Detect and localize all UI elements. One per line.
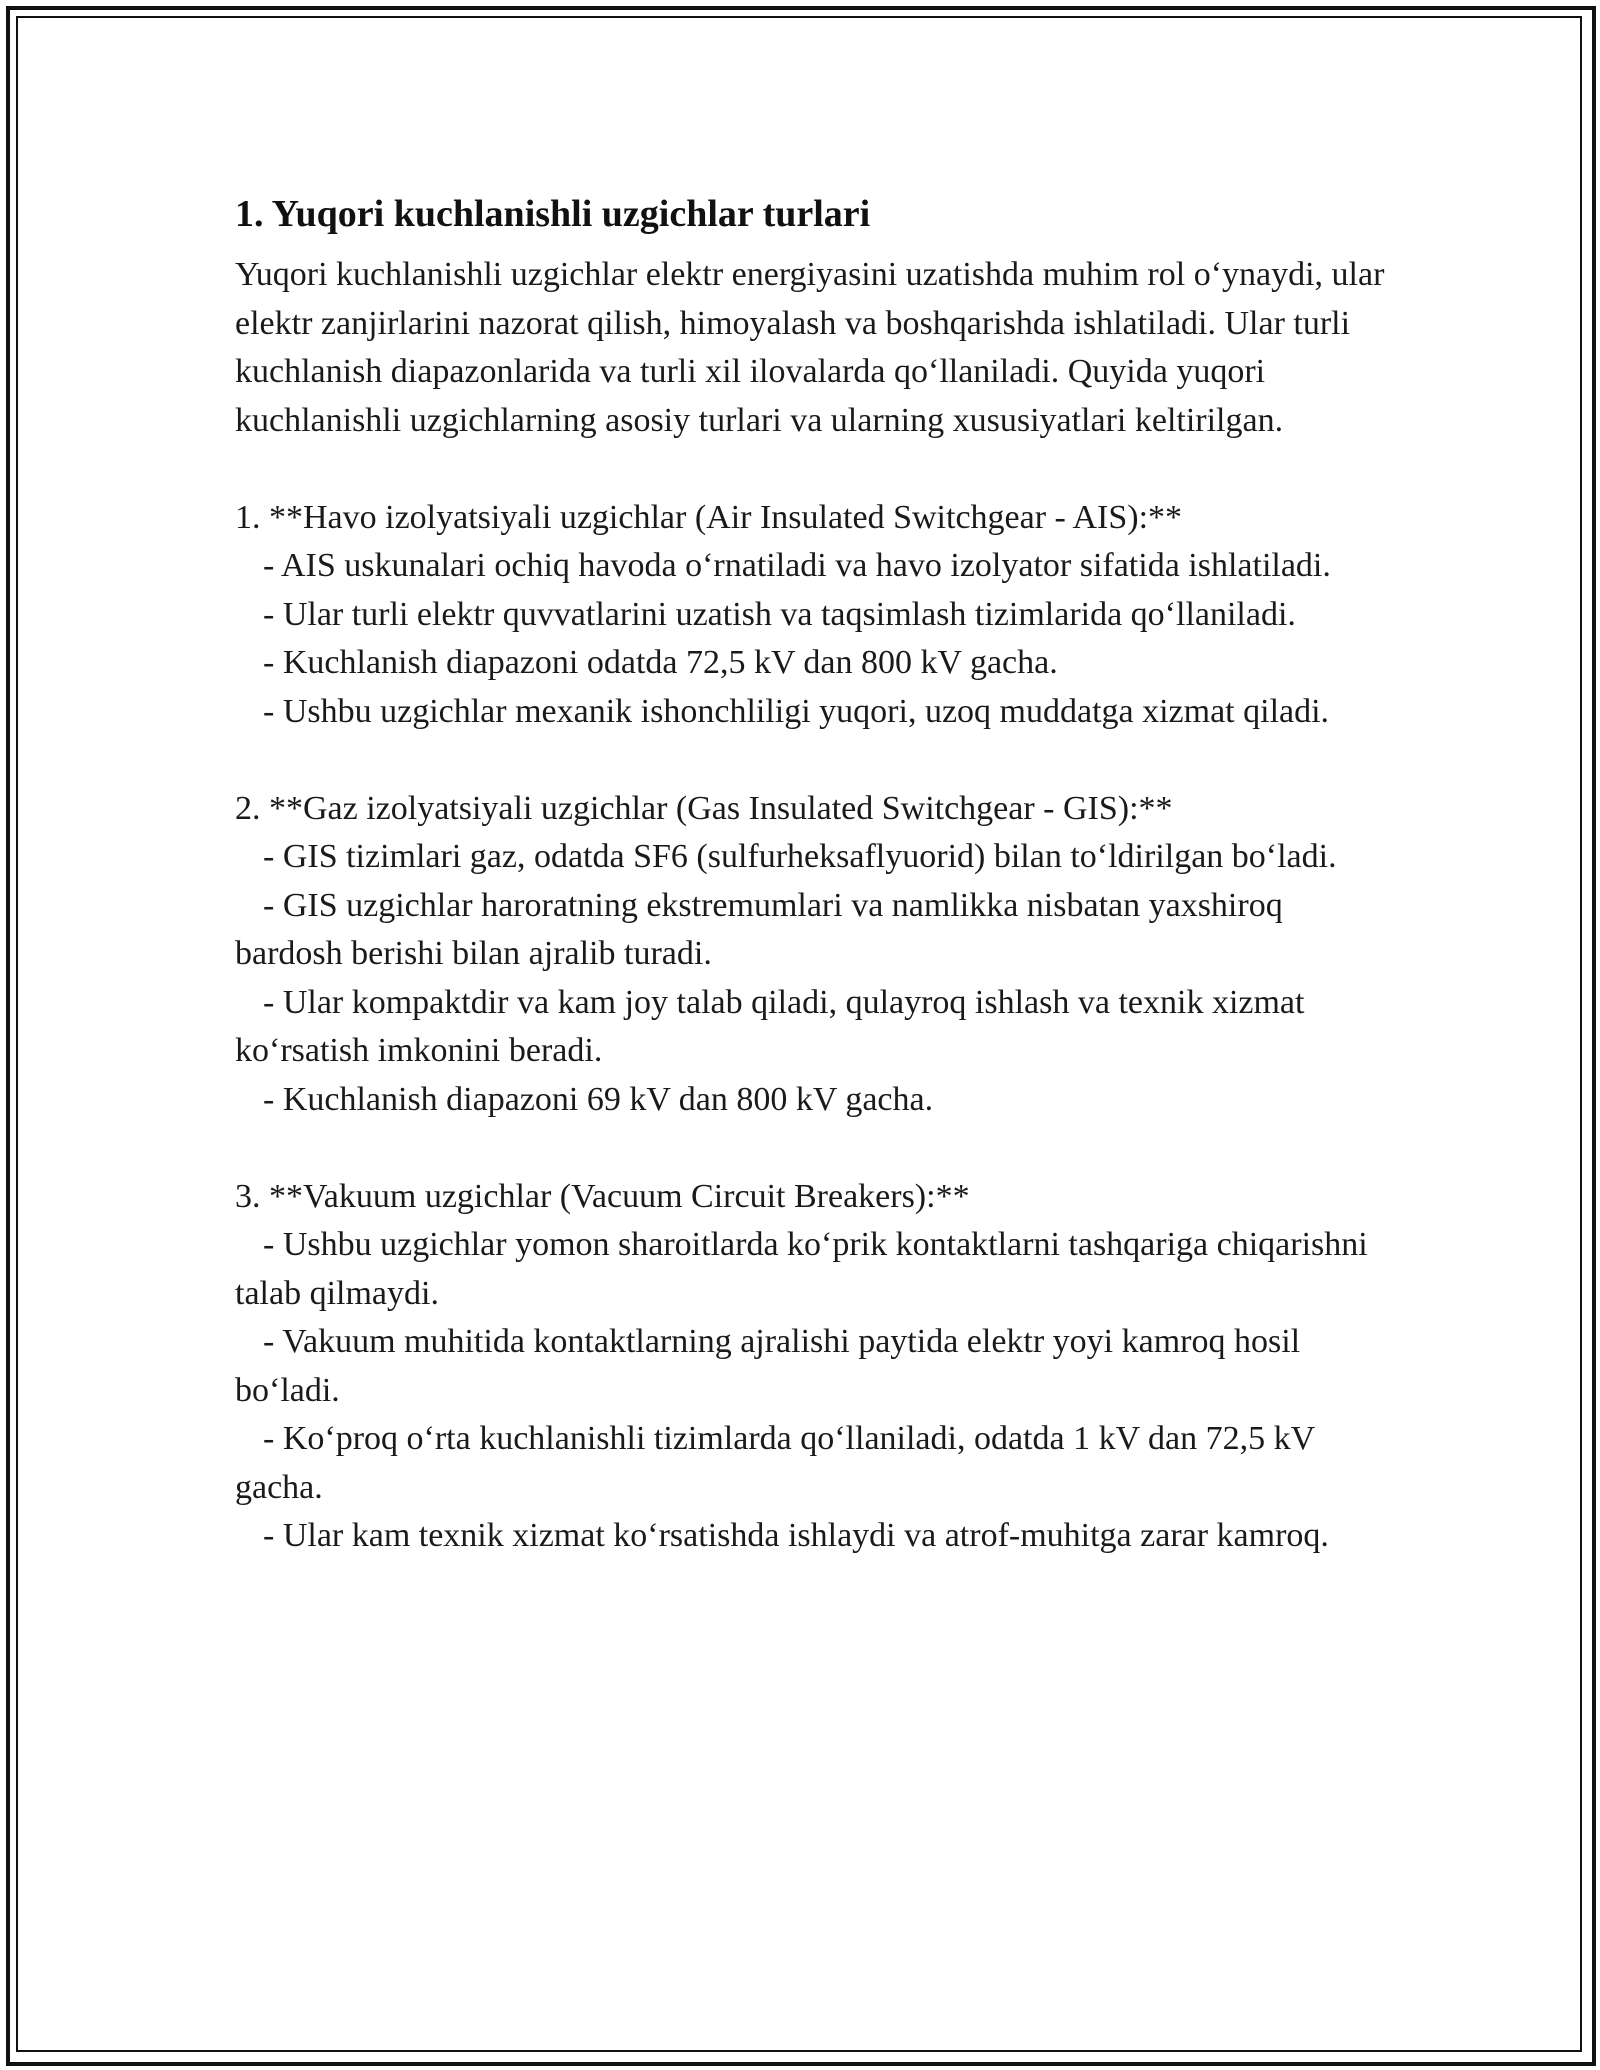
bullet-item: - Vakuum muhitida kontaktlarning ajralishi paytida elektr yoyi kamroq hosil bo‘ladi. — [235, 1323, 1301, 1409]
bullet-item: - Ushbu uzgichlar yomon sharoitlarda ko‘prik kontaktlarni tashqariga chiqarishni talab qilmaydi. — [235, 1226, 1368, 1312]
bullet-item: - AIS uskunalari ochiq havoda o‘rnatiladi va havo izolyator sifatida ishlatiladi. — [263, 547, 1331, 584]
bullet-item: - Ular kam texnik xizmat ko‘rsatishda ishlaydi va atrof-muhitga zarar kamroq. — [263, 1517, 1329, 1554]
section-ais — [235, 494, 1385, 737]
section-gis — [235, 785, 1385, 1125]
bullet-item: - Kuchlanish diapazoni odatda 72,5 kV dan 800 kV gacha. — [263, 644, 1058, 681]
document-title: 1. Yuqori kuchlanishli uzgichlar turlari — [235, 193, 871, 235]
bullet-item: - Ular kompaktdir va kam joy talab qiladi, qulayroq ishlash va texnik xizmat ko‘rsatish imkonini beradi. — [235, 983, 1305, 1069]
bullet-item: - Kuchlanish diapazoni 69 kV dan 800 kV gacha. — [263, 1080, 934, 1118]
bullet-item: - GIS tizimlari gaz, odatda SF6 (sulfurheksaflyuorid) bilan to‘ldirilgan bo‘ladi. — [263, 838, 1337, 875]
bullet-item: - GIS uzgichlar haroratning ekstremumlari va namlikka nisbatan yaxshiroq bardosh berishi bilan ajralib turadi. — [235, 886, 1283, 972]
bullet-item: - Ushbu uzgichlar mexanik ishonchliligi yuqori, uzoq muddatga xizmat qiladi. — [263, 692, 1330, 730]
bullet-item: - Ular turli elektr quvvatlarini uzatish va taqsimlash tizimlarida qo‘llaniladi. — [263, 595, 1296, 633]
section-heading: 2. **Gaz izolyatsiyali uzgichlar (Gas Insulated Switchgear - GIS):** — [235, 789, 1173, 827]
document-body — [235, 185, 1385, 1561]
bullet-item: - Ko‘proq o‘rta kuchlanishli tizimlarda qo‘llaniladi, odatda 1 kV dan 72,5 kV gacha. — [235, 1420, 1315, 1506]
section-heading: 3. **Vakuum uzgichlar (Vacuum Circuit Breakers):** — [235, 1177, 970, 1215]
intro-paragraph: Yuqori kuchlanishli uzgichlar elektr energiyasini uzatishda muhim rol o‘ynaydi, ular elektr zanjirlarini nazorat qilish, himoyalash va boshqarishda ishlatiladi. Ular turli kuchlanish diapazonlarida va turli xil ilovalarda qo‘llaniladi. Quyida yuqori kuchlanishli uzgichlarning asosiy turlari va ularning xususiyatlari keltirilgan. — [235, 256, 1385, 439]
section-heading: 1. **Havo izolyatsiyali uzgichlar (Air Insulated Switchgear - AIS):** — [235, 498, 1183, 536]
section-vacuum — [235, 1173, 1385, 1561]
